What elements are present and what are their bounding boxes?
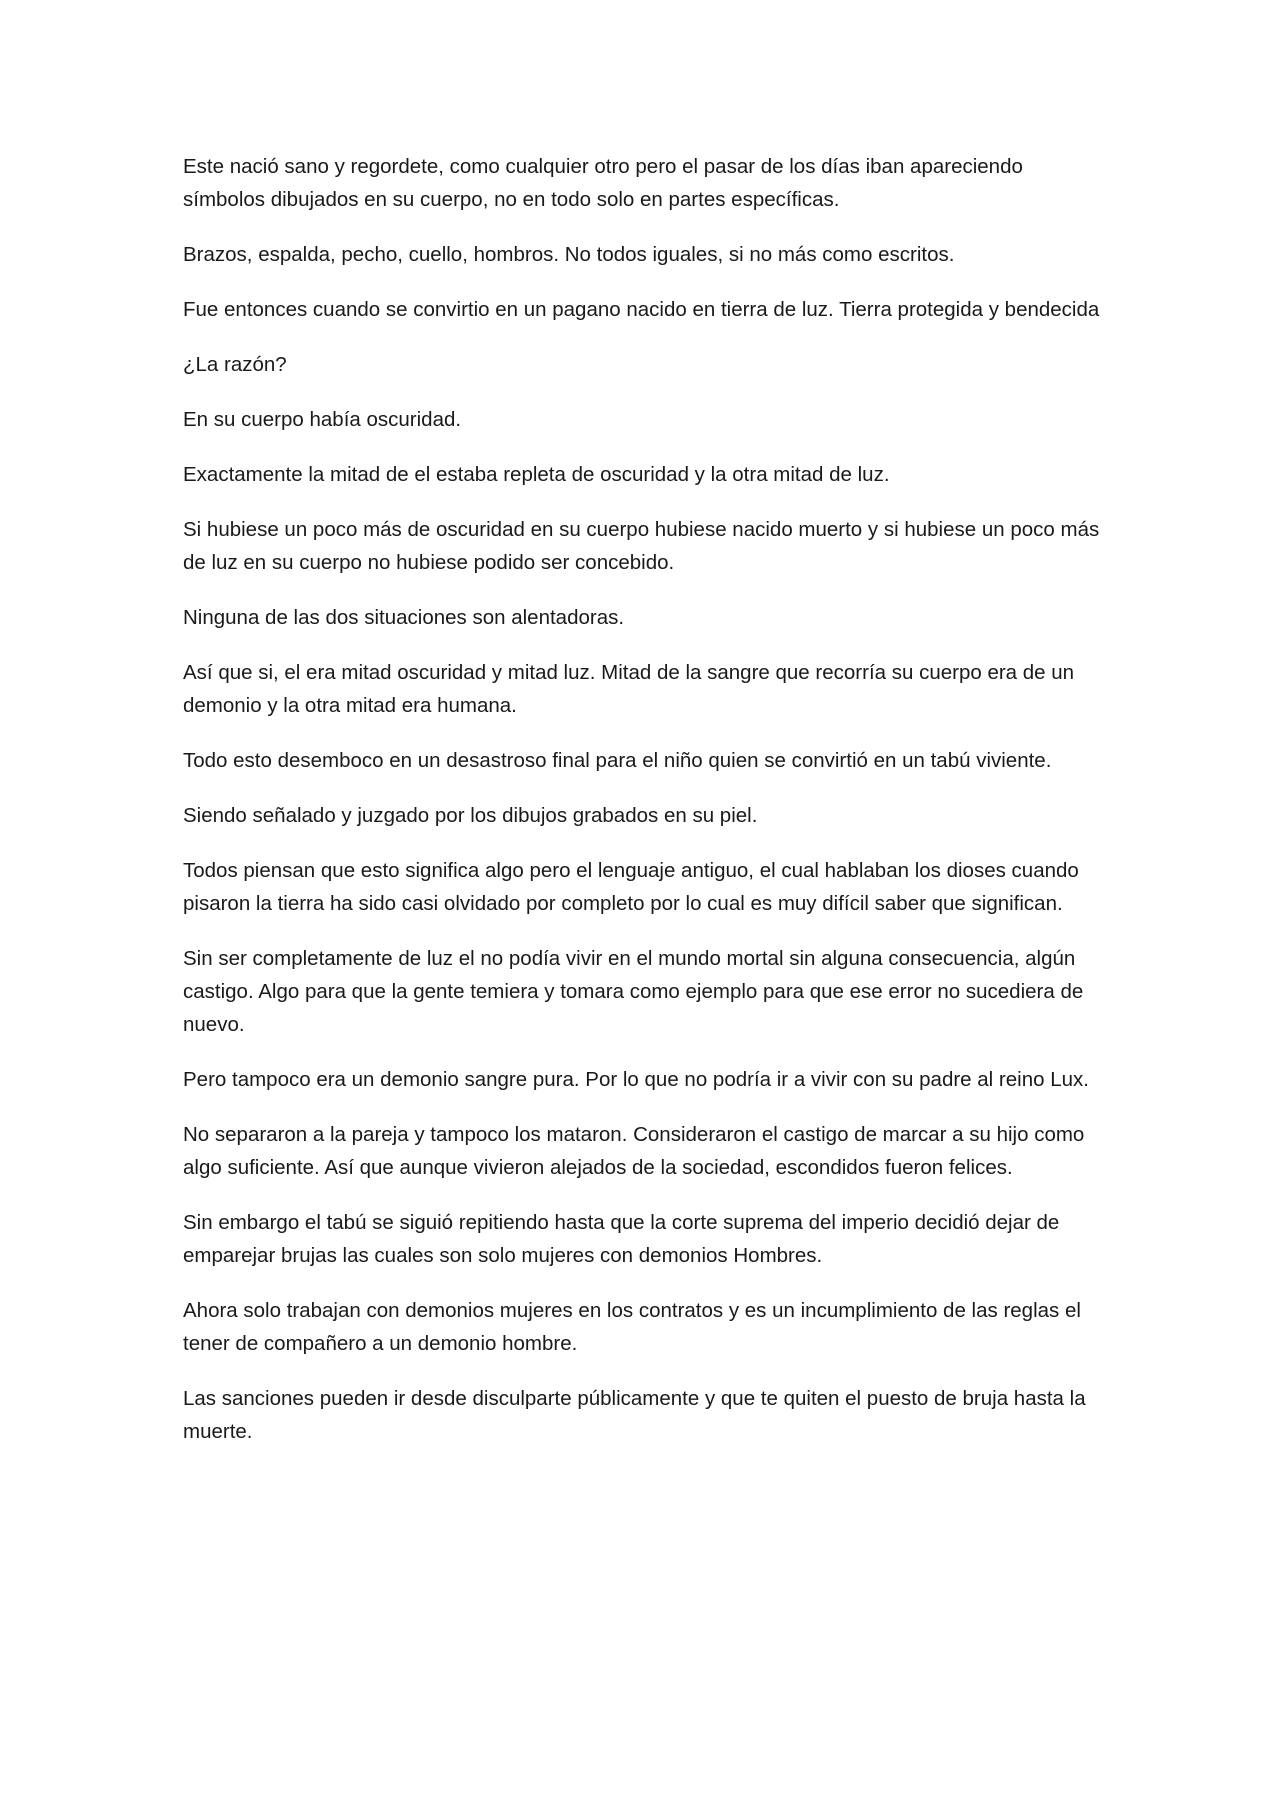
paragraph-9: Así que si, el era mitad oscuridad y mitad luz. Mitad de la sangre que recorría su cuerpo era de un demonio y la otra mitad era humana.	[183, 661, 1075, 717]
paragraph-11: Siendo señalado y juzgado por los dibujos grabados en su piel.	[183, 804, 758, 827]
paragraph-17: Ahora solo trabajan con demonios mujeres en los contratos y es un incumplimiento de las reglas el tener de compañero a un demonio hombre.	[183, 1299, 1081, 1355]
paragraph-12: Todos piensan que esto significa algo pero el lenguaje antiguo, el cual hablaban los dioses cuando pisaron la tierra ha sido casi olvidado por completo por lo cual es muy difícil saber que significan.	[183, 859, 1079, 915]
paragraph-10: Todo esto desemboco en un desastroso final para el niño quien se convirtió en un tabú viviente.	[183, 749, 1052, 772]
paragraph-5: En su cuerpo había oscuridad.	[183, 408, 462, 431]
paragraph-3: Fue entonces cuando se convirtio en un pagano nacido en tierra de luz. Tierra protegida y bendecida	[183, 298, 1100, 321]
paragraph-1: Este nació sano y regordete, como cualquier otro pero el pasar de los días iban apareciendo símbolos dibujados en su cuerpo, no en todo solo en partes específicas.	[183, 155, 1023, 211]
document-body	[183, 150, 1103, 1470]
paragraph-13: Sin ser completamente de luz el no podía vivir en el mundo mortal sin alguna consecuencia, algún castigo. Algo para que la gente temiera y tomara como ejemplo para que ese error no sucediera de nuevo.	[183, 947, 1084, 1036]
paragraph-18: Las sanciones pueden ir desde disculparte públicamente y que te quiten el puesto de bruja hasta la muerte.	[183, 1387, 1086, 1443]
paragraph-4: ¿La razón?	[183, 353, 287, 376]
paragraph-8: Ninguna de las dos situaciones son alentadoras.	[183, 606, 625, 629]
paragraph-14: Pero tampoco era un demonio sangre pura. Por lo que no podría ir a vivir con su padre al reino Lux.	[183, 1068, 1089, 1091]
paragraph-7: Si hubiese un poco más de oscuridad en su cuerpo hubiese nacido muerto y si hubiese un poco más de luz en su cuerpo no hubiese podido ser concebido.	[183, 518, 1100, 574]
paragraph-2: Brazos, espalda, pecho, cuello, hombros. No todos iguales, si no más como escritos.	[183, 243, 955, 266]
paragraph-15: No separaron a la pareja y tampoco los mataron. Consideraron el castigo de marcar a su hijo como algo suficiente. Así que aunque vivieron alejados de la sociedad, escondidos fueron felices.	[183, 1123, 1085, 1179]
paragraph-16: Sin embargo el tabú se siguió repitiendo hasta que la corte suprema del imperio decidió dejar de emparejar brujas las cuales son solo mujeres con demonios Hombres.	[183, 1211, 1060, 1267]
paragraph-6: Exactamente la mitad de el estaba repleta de oscuridad y la otra mitad de luz.	[183, 463, 890, 486]
